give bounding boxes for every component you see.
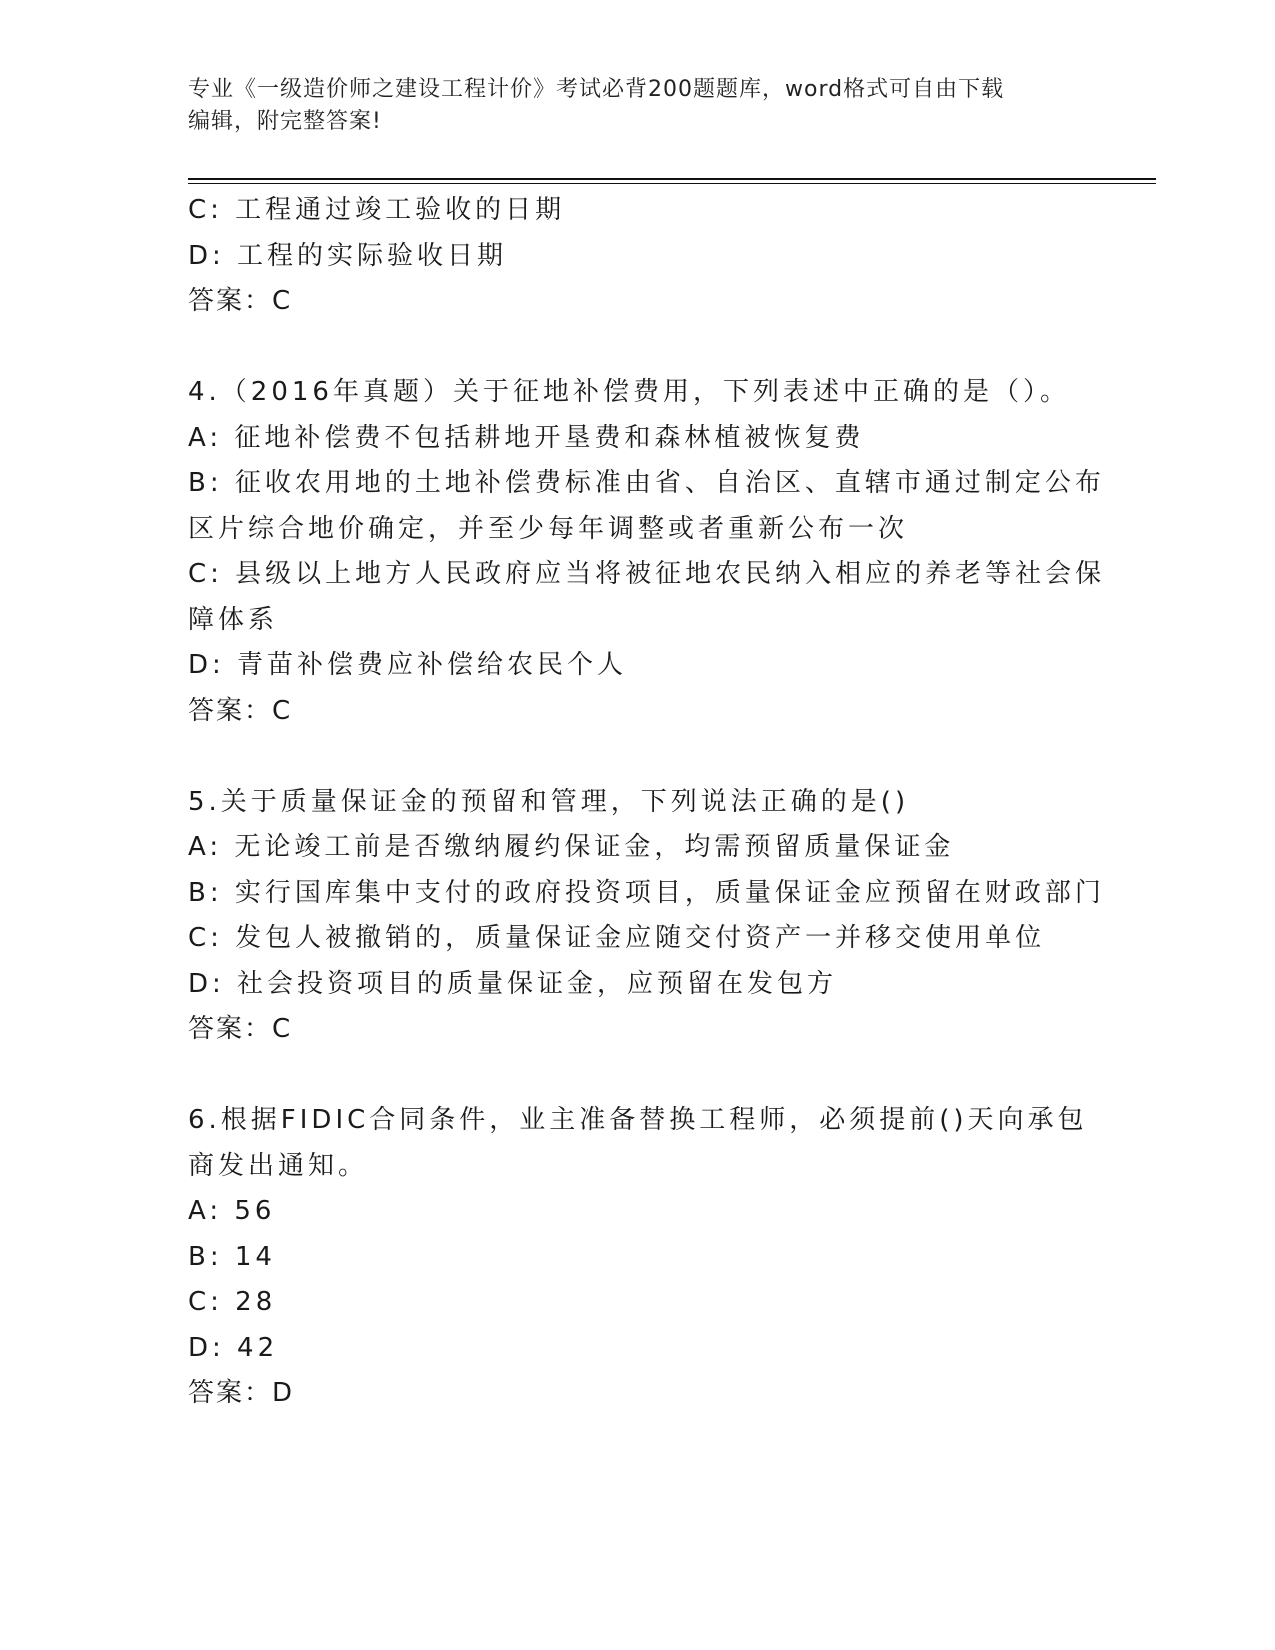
header-divider-thin (188, 183, 1156, 184)
question-block-6 (188, 1098, 1088, 1417)
option-a: A: 56 (188, 1196, 276, 1226)
header-line-1: 专业《一级造价师之建设工程计价》考试必背200题题库，word格式可自由下载 (188, 77, 1005, 102)
option-d: D: 42 (188, 1332, 279, 1363)
option-d: D: 青苗补偿费应补偿给农民个人 (188, 650, 628, 680)
question-content (188, 188, 1106, 1417)
option-d: D: 社会投资项目的质量保证金，应预留在发包方 (188, 968, 838, 999)
option-b: B: 14 (188, 1241, 276, 1272)
answer-line: 答案：C (188, 286, 293, 316)
header-divider-thick (188, 178, 1156, 180)
option-b: B: 实行国库集中支付的政府投资项目，质量保证金应预留在财政部门 (188, 877, 1105, 908)
option-b: B: 征收农用地的土地补偿费标准由省、自治区、直辖市通过制定公布 (188, 468, 1105, 498)
option-c: C: 28 (188, 1287, 277, 1317)
option-a: A: 征地补偿费不包括耕地开垦费和森林植被恢复费 (188, 422, 865, 453)
header-line-2: 编辑，附完整答案! (188, 109, 382, 134)
option-b-continued: 区片综合地价确定，并至少每年调整或者重新公布一次 (188, 513, 909, 544)
option-a: A: 无论竣工前是否缴纳履约保证金，均需预留质量保证金 (188, 832, 955, 862)
answer-line: 答案：D (188, 1378, 295, 1408)
question-block-5 (188, 780, 1105, 1053)
question-block-4 (188, 370, 1106, 734)
option-c: C: 县级以上地方人民政府应当将被征地农民纳入相应的养老等社会保 (188, 559, 1106, 589)
question-text: 4.（2016年真题）关于征地补偿费用，下列表述中正确的是（）。 (188, 377, 1070, 407)
option-c-continued: 障体系 (188, 604, 279, 635)
question-text: 6.根据FIDIC合同条件，业主准备替换工程师，必须提前()天向承包 (188, 1105, 1088, 1135)
option-d: D: 工程的实际验收日期 (188, 240, 508, 271)
option-c: C: 发包人被撤销的，质量保证金应随交付资产一并移交使用单位 (188, 923, 1046, 953)
question-text: 5.关于质量保证金的预留和管理，下列说法正确的是() (188, 786, 910, 817)
answer-line: 答案：C (188, 695, 293, 726)
spacer (188, 1053, 1088, 1099)
answer-line: 答案：C (188, 1014, 293, 1044)
option-c: C: 工程通过竣工验收的日期 (188, 195, 566, 225)
document-header (188, 74, 1068, 138)
question-text-continued: 商发出通知。 (188, 1150, 369, 1181)
question-block-3-fragment (188, 188, 1088, 325)
spacer (188, 325, 1088, 371)
spacer (188, 734, 1088, 780)
